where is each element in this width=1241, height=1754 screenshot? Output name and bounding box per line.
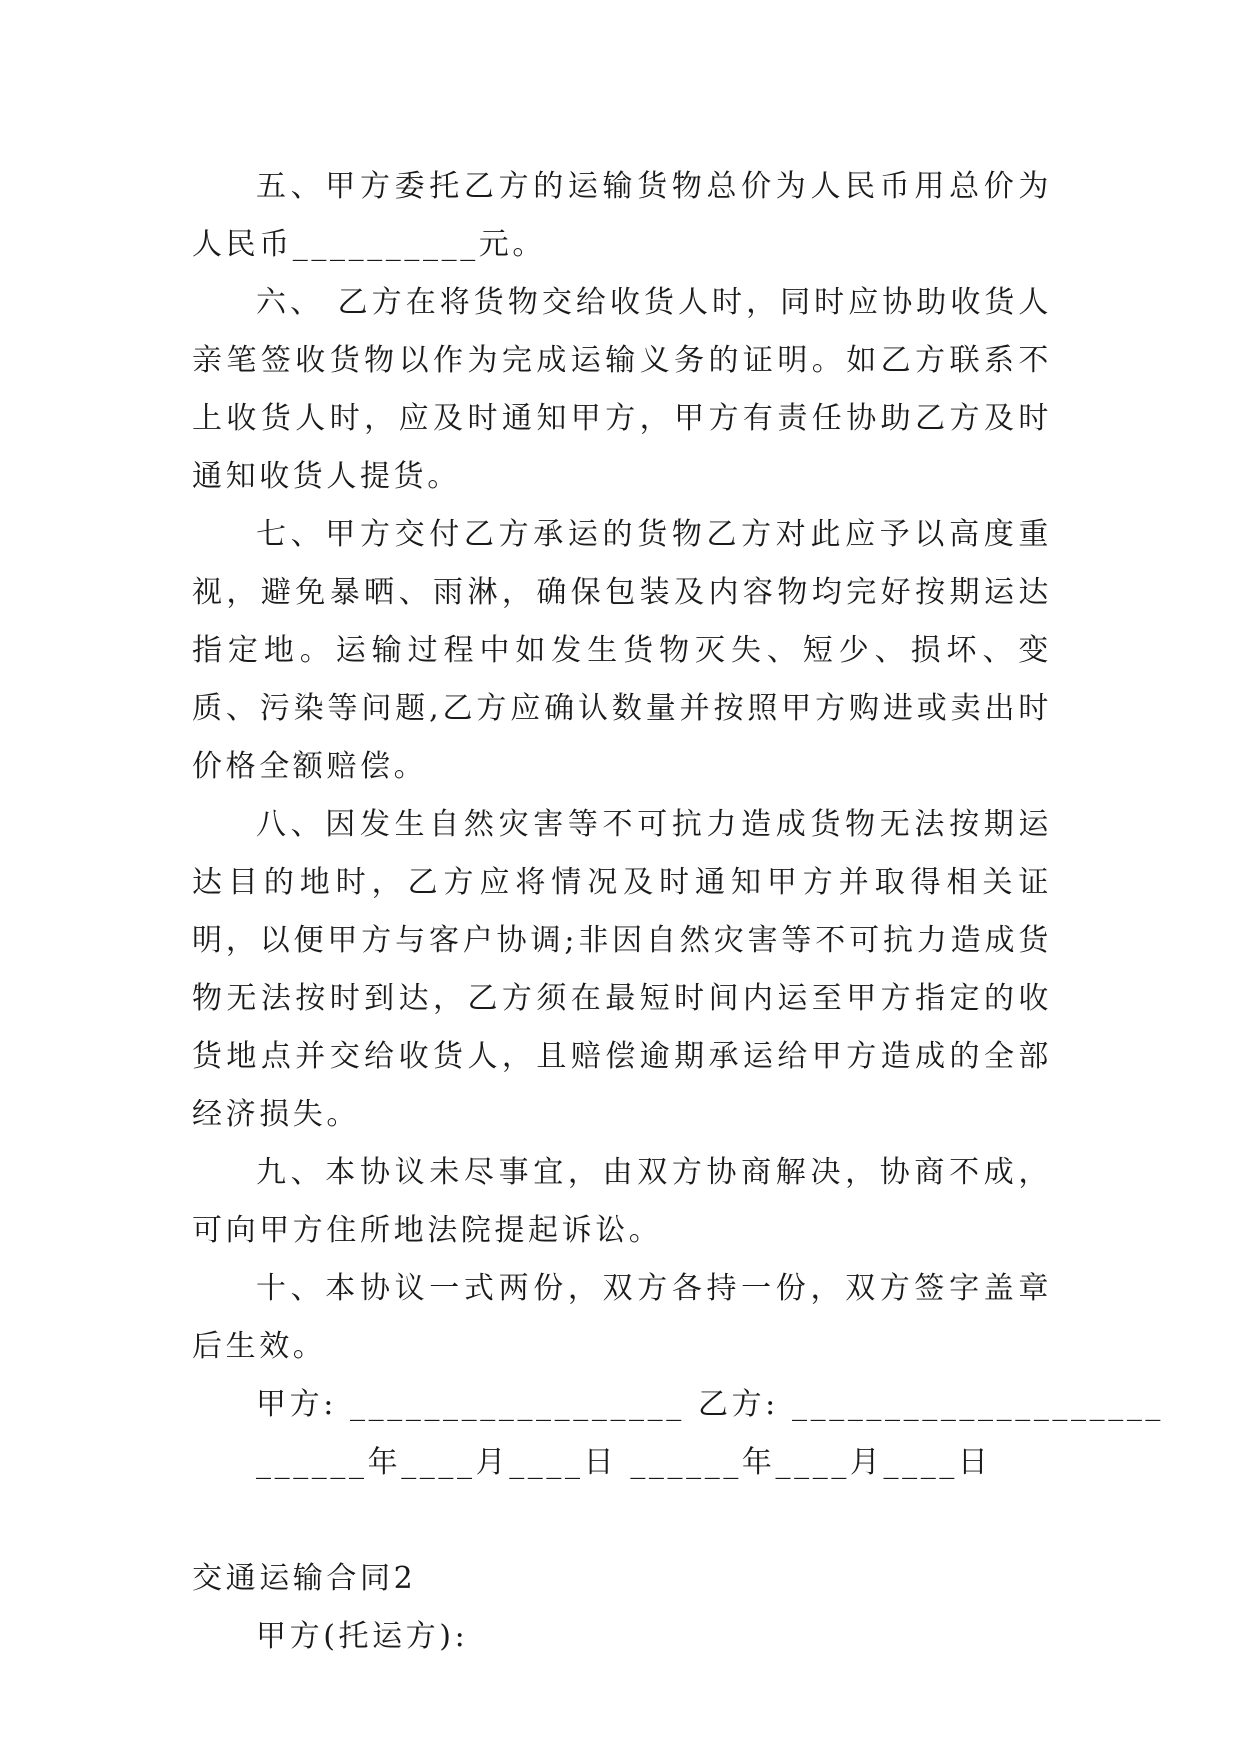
date-line: ______年____月____日 ______年____月____日 — [256, 1445, 992, 1480]
clause-9: 九、本协议未尽事宜，由双方协商解决，协商不成，可向甲方住所地法院提起诉讼。 — [192, 1155, 1052, 1248]
clause-6: 六、 乙方在将货物交给收货人时，同时应协助收货人亲笔签收货物以作为完成运输义务的证明。如乙方联系不上收货人时，应及时通知甲方，甲方有责任协助乙方及时通知收货人提货。 — [192, 285, 1052, 494]
clause-10: 十、本协议一式两份，双方各持一份，双方签字盖章后生效。 — [192, 1271, 1052, 1364]
contract-text — [192, 158, 1165, 1666]
next-contract-title: 交通运输合同2 — [192, 1561, 417, 1596]
clause-8: 八、因发生自然灾害等不可抗力造成货物无法按期运达目的地时，乙方应将情况及时通知甲方并取得相关证明，以便甲方与客户协调;非因自然灾害等不可抗力造成货物无法按时到达，乙方须在最短时间内运至甲方指定的收货地点并交给收货人，且赔偿逾期承运给甲方造成的全部经济损失。 — [192, 807, 1052, 1132]
section-gap — [192, 1492, 1052, 1550]
clause-7: 七、甲方交付乙方承运的货物乙方对此应予以高度重视，避免暴晒、雨淋，确保包装及内容物均完好按期运达指定地。运输过程中如发生货物灭失、短少、损坏、变质、污染等问题,乙方应确认数量并按照甲方购进或卖出时价格全额赔偿。 — [192, 517, 1052, 784]
next-contract-party: 甲方(托运方): — [256, 1619, 469, 1654]
clause-5: 五、甲方委托乙方的运输货物总价为人民币用总价为人民币__________元。 — [192, 169, 1052, 262]
signature-line: 甲方: __________________ 乙方: ____________________ — [256, 1387, 1165, 1422]
